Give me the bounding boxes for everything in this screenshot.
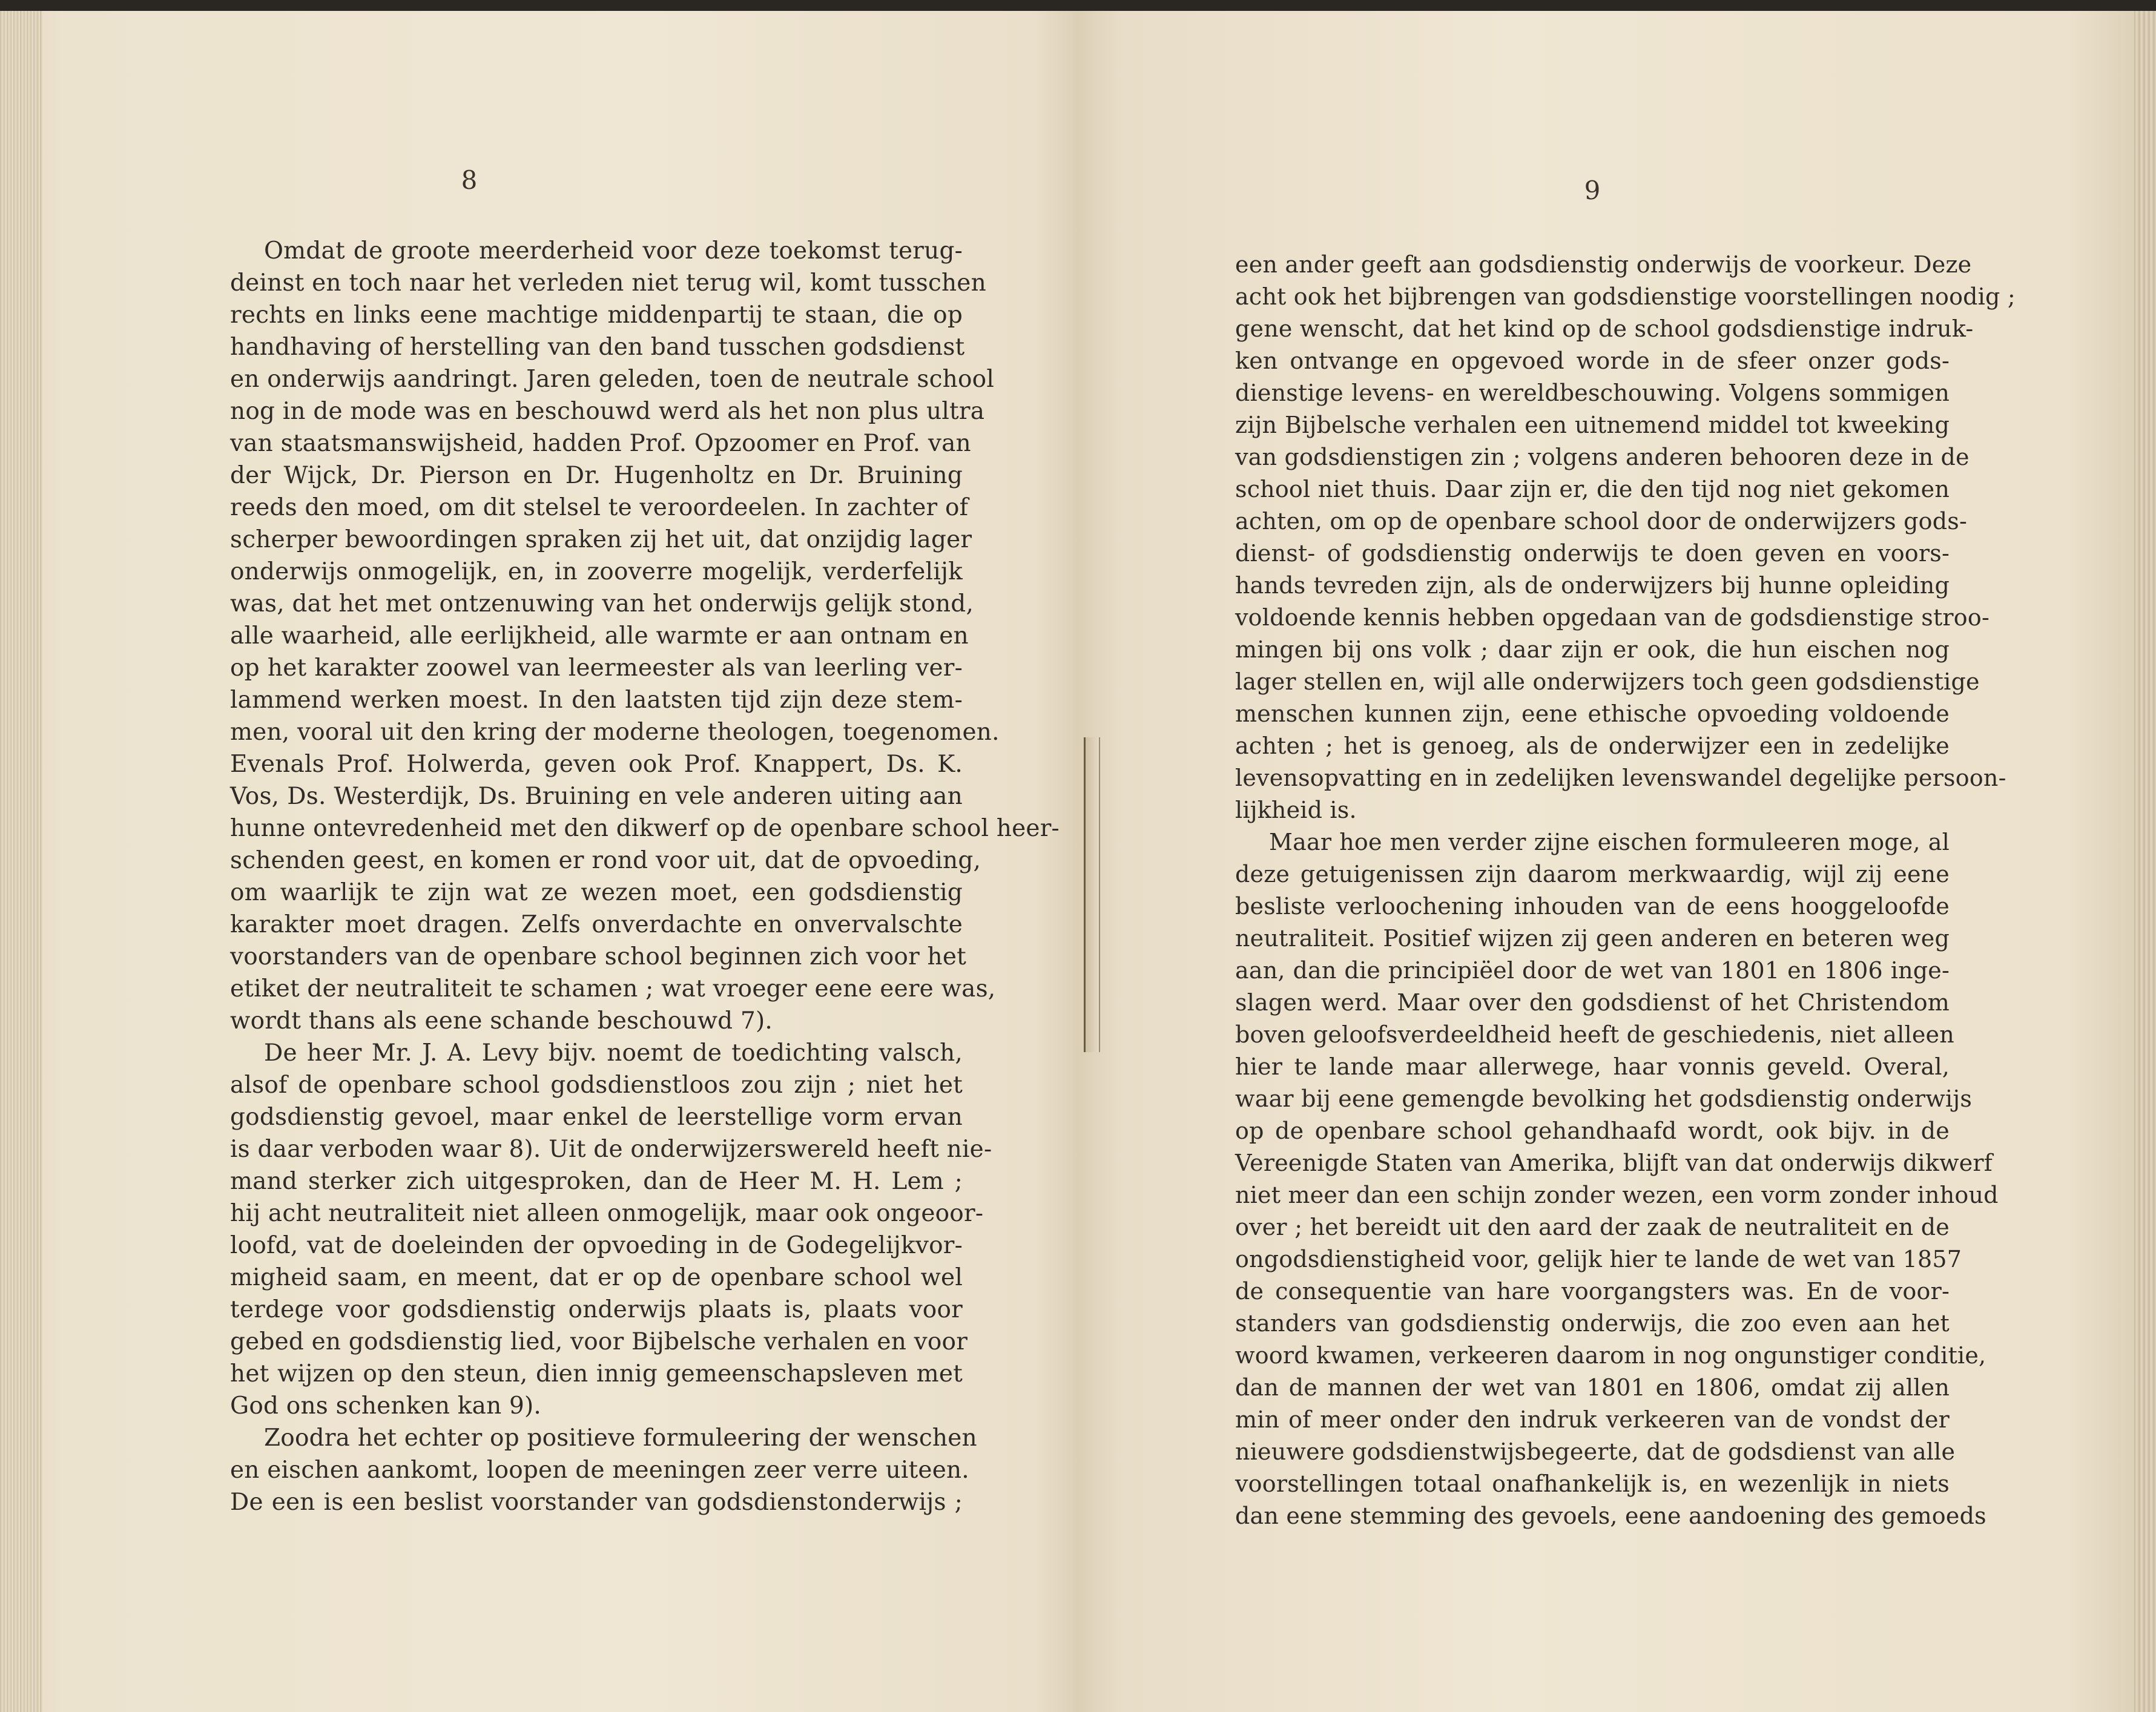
text-line: gene wenscht, dat het kind op de school godsdienstige indruk- [1235, 315, 1974, 342]
text-line: Maar hoe men verder zijne eischen formuleeren moge, al [1269, 829, 1950, 855]
text-line: alsof de openbare school godsdienstloos zou zijn ; niet het [230, 1072, 963, 1099]
text-line: min of meer onder den indruk verkeeren van de vondst der [1235, 1406, 1950, 1433]
text-line: om waarlijk te zijn wat ze wezen moet, een godsdienstig [230, 879, 963, 906]
text-line: reeds den moed, om dit stelsel te veroordeelen. In zachter of [230, 494, 969, 521]
text-line: De een is een beslist voorstander van godsdienstonderwijs ; [230, 1489, 963, 1516]
text-line: dienst- of godsdienstig onderwijs te doen geven en voors- [1235, 540, 1950, 567]
text-line: neutraliteit. Positief wijzen zij geen anderen en beteren weg [1235, 925, 1950, 952]
text-line: acht ook het bijbrengen van godsdienstige voorstellingen noodig ; [1235, 283, 2016, 310]
text-line: en eischen aankomt, loopen de meeningen zeer verre uiteen. [230, 1457, 969, 1484]
text-line: lammend werken moest. In den laatsten tijd zijn deze stem- [230, 686, 963, 714]
text-line: alle waarheid, alle eerlijkheid, alle warmte er aan ontnam en [230, 622, 969, 650]
text-line: besliste verloochening inhouden van de eens hooggeloofde [1235, 893, 1950, 920]
text-line: terdege voor godsdienstig onderwijs plaats is, plaats voor [230, 1296, 963, 1323]
text-line: mand sterker zich uitgesproken, dan de Heer M. H. Lem ; [230, 1168, 963, 1195]
text-line: de consequentie van hare voorgangsters was. En de voor- [1235, 1278, 1950, 1305]
text-line: onderwijs onmogelijk, en, in zooverre mogelijk, verderfelijk [230, 558, 963, 585]
text-line: hands tevreden zijn, als de onderwijzers bij hunne opleiding [1235, 572, 1950, 599]
text-line: Vereenigde Staten van Amerika, blijft van dat onderwijs dikwerf [1235, 1150, 1993, 1176]
text-line: mingen bij ons volk ; daar zijn er ook, die hun eischen nog [1235, 636, 1950, 663]
right-page-text [1235, 249, 2016, 1532]
text-line: der Wijck, Dr. Pierson en Dr. Hugenholtz en Dr. Bruining [230, 462, 963, 489]
text-line: lager stellen en, wijl alle onderwijzers toch geen godsdienstige [1235, 668, 1980, 695]
text-line: school niet thuis. Daar zijn er, die den tijd nog niet gekomen [1235, 476, 1950, 502]
text-line: voldoende kennis hebben opgedaan van de godsdienstige stroo- [1235, 604, 1990, 631]
page-edges-right [2134, 11, 2156, 1712]
text-line: schenden geest, en komen er rond voor uit, dat de opvoeding, [230, 847, 981, 874]
text-line: van staatsmanswijsheid, hadden Prof. Opzoomer en Prof. van [230, 430, 971, 457]
text-line: het wijzen op den steun, dien innig gemeenschapsleven met [230, 1360, 963, 1388]
page-number: 8 [461, 165, 478, 195]
text-line: een ander geeft aan godsdienstig onderwijs de voorkeur. Deze [1235, 251, 1972, 278]
text-line: voorstanders van de openbare school beginnen zich voor het [230, 943, 967, 970]
text-line: standers van godsdienstig onderwijs, die zoo even aan het [1235, 1310, 1950, 1337]
text-line: deze getuigenissen zijn daarom merkwaardig, wijl zij eene [1235, 861, 1950, 887]
right-page [1235, 11, 2016, 1712]
text-line: ongodsdienstigheid voor, gelijk hier te lande de wet van 1857 [1235, 1246, 1962, 1272]
text-line: hij acht neutraliteit niet alleen onmogelijk, maar ook ongeoor- [230, 1200, 984, 1227]
text-line: hier te lande maar allerwege, haar vonnis geveld. Overal, [1235, 1053, 1950, 1080]
text-line: Omdat de groote meerderheid voor deze toekomst terug- [264, 237, 963, 265]
text-line: niet meer dan een schijn zonder wezen, een vorm zonder inhoud [1235, 1182, 1999, 1208]
text-line: De heer Mr. J. A. Levy bijv. noemt de toedichting valsch, [264, 1039, 963, 1067]
text-line: waar bij eene gemengde bevolking het godsdienstig onderwijs [1235, 1085, 1973, 1112]
text-line: lijkheid is. [1235, 797, 1357, 823]
text-line: aan, dan die principiëel door de wet van 1801 en 1806 inge- [1235, 957, 1950, 984]
book-spread [0, 11, 2156, 1712]
text-line: wordt thans als eene schande beschouwd 7). [230, 1007, 773, 1035]
text-line: op de openbare school gehandhaafd wordt, ook bijv. in de [1235, 1118, 1950, 1144]
text-line: deinst en toch naar het verleden niet terug wil, komt tusschen [230, 269, 986, 297]
text-line: op het karakter zoowel van leermeester als van leerling ver- [230, 654, 963, 682]
text-line: nog in de mode was en beschouwd werd als het non plus ultra [230, 398, 985, 425]
text-line: hunne ontevredenheid met den dikwerf op de openbare school heer- [230, 815, 1060, 842]
text-line: karakter moet dragen. Zelfs onverdachte en onvervalschte [230, 911, 963, 938]
text-line: Zoodra het echter op positieve formuleering der wenschen [264, 1424, 977, 1452]
text-line: Vos, Ds. Westerdijk, Ds. Bruining en vele anderen uiting aan [230, 783, 963, 810]
text-line: menschen kunnen zijn, eene ethische opvoeding voldoende [1235, 700, 1950, 727]
text-line: etiket der neutraliteit te schamen ; wat vroeger eene eere was, [230, 975, 996, 1003]
text-line: voorstellingen totaal onafhankelijk is, en wezenlijk in niets [1235, 1470, 1950, 1497]
text-line: men, vooral uit den kring der moderne theologen, toegenomen. [230, 719, 1000, 746]
text-line: ken ontvange en opgevoed worde in de sfeer onzer gods- [1235, 347, 1950, 374]
left-page-text [230, 235, 1060, 1518]
text-line: was, dat het met ontzenuwing van het onderwijs gelijk stond, [230, 590, 974, 617]
text-line: en onderwijs aandringt. Jaren geleden, toen de neutrale school [230, 366, 994, 393]
text-line: scherper bewoordingen spraken zij het uit, dat onzijdig lager [230, 526, 972, 553]
text-line: over ; het bereidt uit den aard der zaak de neutraliteit en de [1235, 1214, 1950, 1240]
text-line: achten, om op de openbare school door de onderwijzers gods- [1235, 508, 1968, 535]
text-line: dienstige levens- en wereldbeschouwing. Volgens sommigen [1235, 380, 1950, 406]
text-line: woord kwamen, verkeeren daarom in nog ongunstiger conditie, [1235, 1342, 1986, 1369]
text-line: God ons schenken kan 9). [230, 1392, 542, 1420]
text-line: dan eene stemming des gevoels, eene aandoening des gemoeds [1235, 1503, 1986, 1529]
text-line: slagen werd. Maar over den godsdienst of het Christendom [1235, 989, 1950, 1016]
page-number: 9 [1584, 176, 1601, 205]
text-line: handhaving of herstelling van den band tusschen godsdienst [230, 334, 965, 361]
binding-gutter [1084, 737, 1100, 1052]
text-line: gebed en godsdienstig lied, voor Bijbelsche verhalen en voor [230, 1328, 968, 1355]
page-edges-left [0, 11, 42, 1712]
text-line: dan de mannen der wet van 1801 en 1806, omdat zij allen [1235, 1374, 1950, 1401]
text-line: nieuwere godsdienstwijsbegeerte, dat de godsdienst van alle [1235, 1438, 1956, 1465]
text-line: achten ; het is genoeg, als de onderwijzer een in zedelijke [1235, 733, 1950, 759]
text-line: migheid saam, en meent, dat er op de openbare school wel [230, 1264, 963, 1291]
text-line: is daar verboden waar 8). Uit de onderwijzerswereld heeft nie- [230, 1136, 992, 1163]
text-line: rechts en links eene machtige middenpartij te staan, die op [230, 301, 963, 329]
left-page [230, 11, 1060, 1712]
text-line: van godsdienstigen zin ; volgens anderen behooren deze in de [1235, 444, 1970, 470]
text-line: Evenals Prof. Holwerda, geven ook Prof. Knappert, Ds. K. [230, 751, 963, 778]
text-line: boven geloofsverdeeldheid heeft de geschiedenis, niet alleen [1235, 1021, 1954, 1048]
text-line: levensopvatting en in zedelijken levenswandel degelijke persoon- [1235, 765, 2006, 791]
text-line: loofd, vat de doeleinden der opvoeding in de Godegelijkvor- [230, 1232, 963, 1259]
text-line: zijn Bijbelsche verhalen een uitnemend middel tot kweeking [1235, 412, 1950, 438]
text-line: godsdienstig gevoel, maar enkel de leerstellige vorm ervan [230, 1104, 963, 1131]
